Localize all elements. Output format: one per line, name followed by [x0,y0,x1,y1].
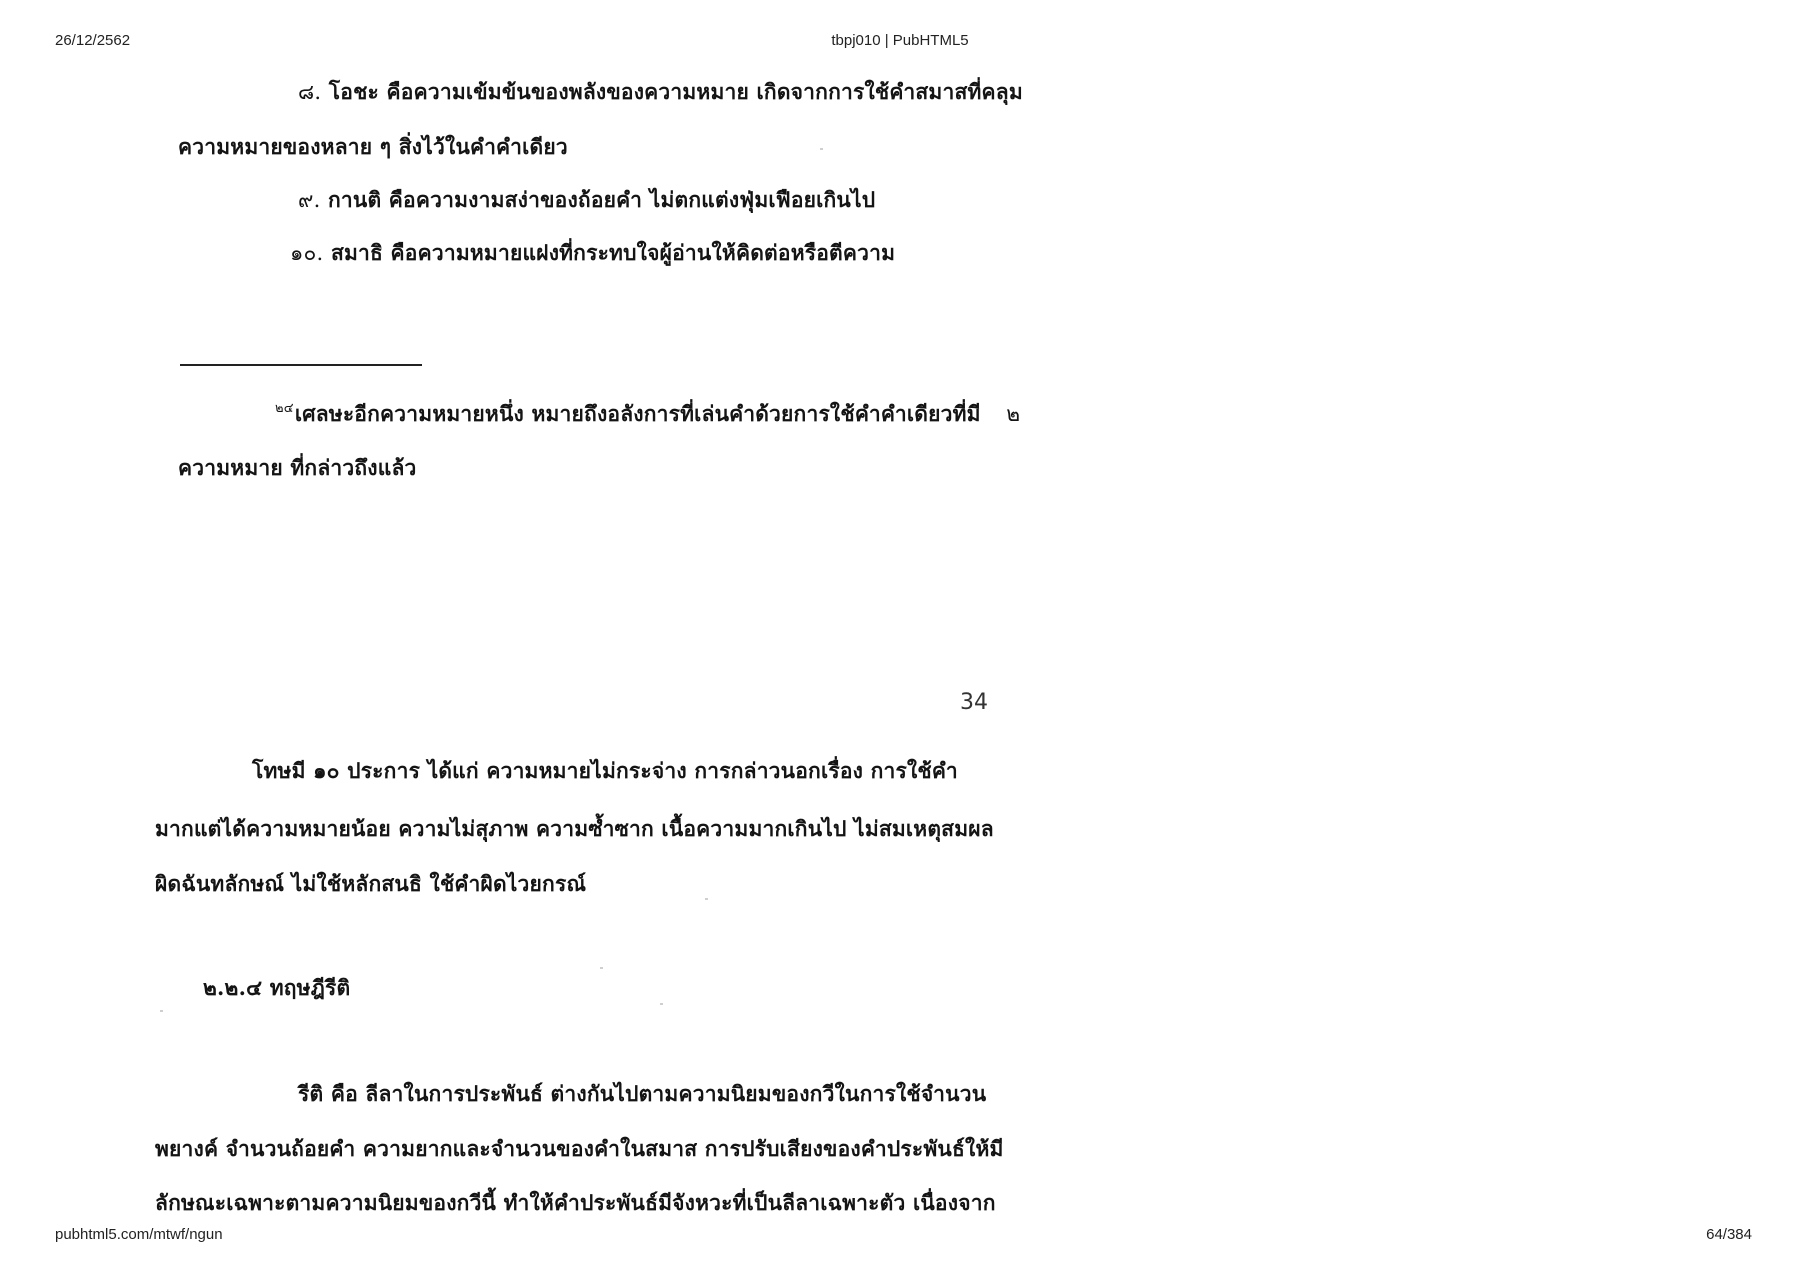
paragraph-2-line-1: รีติ คือ ลีลาในการประพันธ์ ต่างกันไปตามความนิยมของกวีในการใช้จำนวน [298,1081,987,1106]
item-10-text: สมาธิ คือความหมายแฝงที่กระทบใจผู้อ่านให้คิดต่อหรือตีความ [330,240,896,265]
paragraph-1-line-3: ผิดฉันทลักษณ์ ไม่ใช้หลักสนธิ ใช้คำผิดไวยกรณ์ [155,871,587,896]
footer-page-counter: 64/384 [1706,1226,1752,1243]
item-8-line-2: ความหมายของหลาย ๆ สิ่งไว้ในคำคำเดียว [178,134,568,159]
item-8-line-1 [298,76,1023,109]
scan-speck [660,1003,663,1005]
paragraph-2-line-2: พยางค์ จำนวนถ้อยคำ ความยากและจำนวนของคำในสมาส การปรับเสียงของคำประพันธ์ให้มี [155,1136,1004,1161]
paragraph-2-line-3: ลักษณะเฉพาะตามความนิยมของกวีนี้ ทำให้คำประพันธ์มีจังหวะที่เป็นลีลาเฉพาะตัว เนื่องจาก [155,1190,996,1215]
item-9-line [298,184,875,217]
scan-speck [160,1010,163,1012]
paragraph-1-line-1: โทษมี ๑๐ ประการ ได้แก่ ความหมายไม่กระจ่าง การกล่าวนอกเรื่อง การใช้คำ [252,758,958,783]
footnote-text-1: เศลษะอีกความหมายหนึ่ง หมายถึงอลังการที่เล่นคำด้วยการใช้คำคำเดียวที่มี [294,401,981,426]
footnote-number-end: ๒ [1006,402,1021,426]
scanned-page-number: 34 [960,690,988,715]
footer-url: pubhtml5.com/mtwf/ngun [55,1226,223,1243]
item-8-text: โอชะ คือความเข้มข้นของพลังของความหมาย เกิดจากการใช้คำสมาสที่คลุม [328,79,1023,104]
page-title: tbpj010 | PubHTML5 [831,32,969,49]
footnote-line-2: ความหมาย ที่กล่าวถึงแล้ว [178,455,417,480]
item-8-number: ๘. [298,80,322,104]
print-date: 26/12/2562 [55,32,131,49]
item-9-text: กานติ คือความงามสง่าของถ้อยคำ ไม่ตกแต่งฟุ่มเฟือยเกินไป [327,187,876,212]
footnote-divider [180,364,422,366]
paragraph-1-line-2: มากแต่ได้ความหมายน้อย ความไม่สุภาพ ความซ้ำซาก เนื้อความมากเกินไป ไม่สมเหตุสมผล [155,816,994,841]
scan-speck [600,967,603,969]
scan-speck [705,898,708,900]
item-10-number: ๑๐. [290,241,324,265]
footnote-marker: ๒๔ [275,401,294,416]
footnote-line-1 [275,398,1020,431]
item-9-number: ๙. [298,188,321,212]
scan-speck [820,148,823,150]
item-10-line [290,237,895,270]
section-heading: ๒.๒.๔ ทฤษฎีรีติ [203,975,351,1000]
